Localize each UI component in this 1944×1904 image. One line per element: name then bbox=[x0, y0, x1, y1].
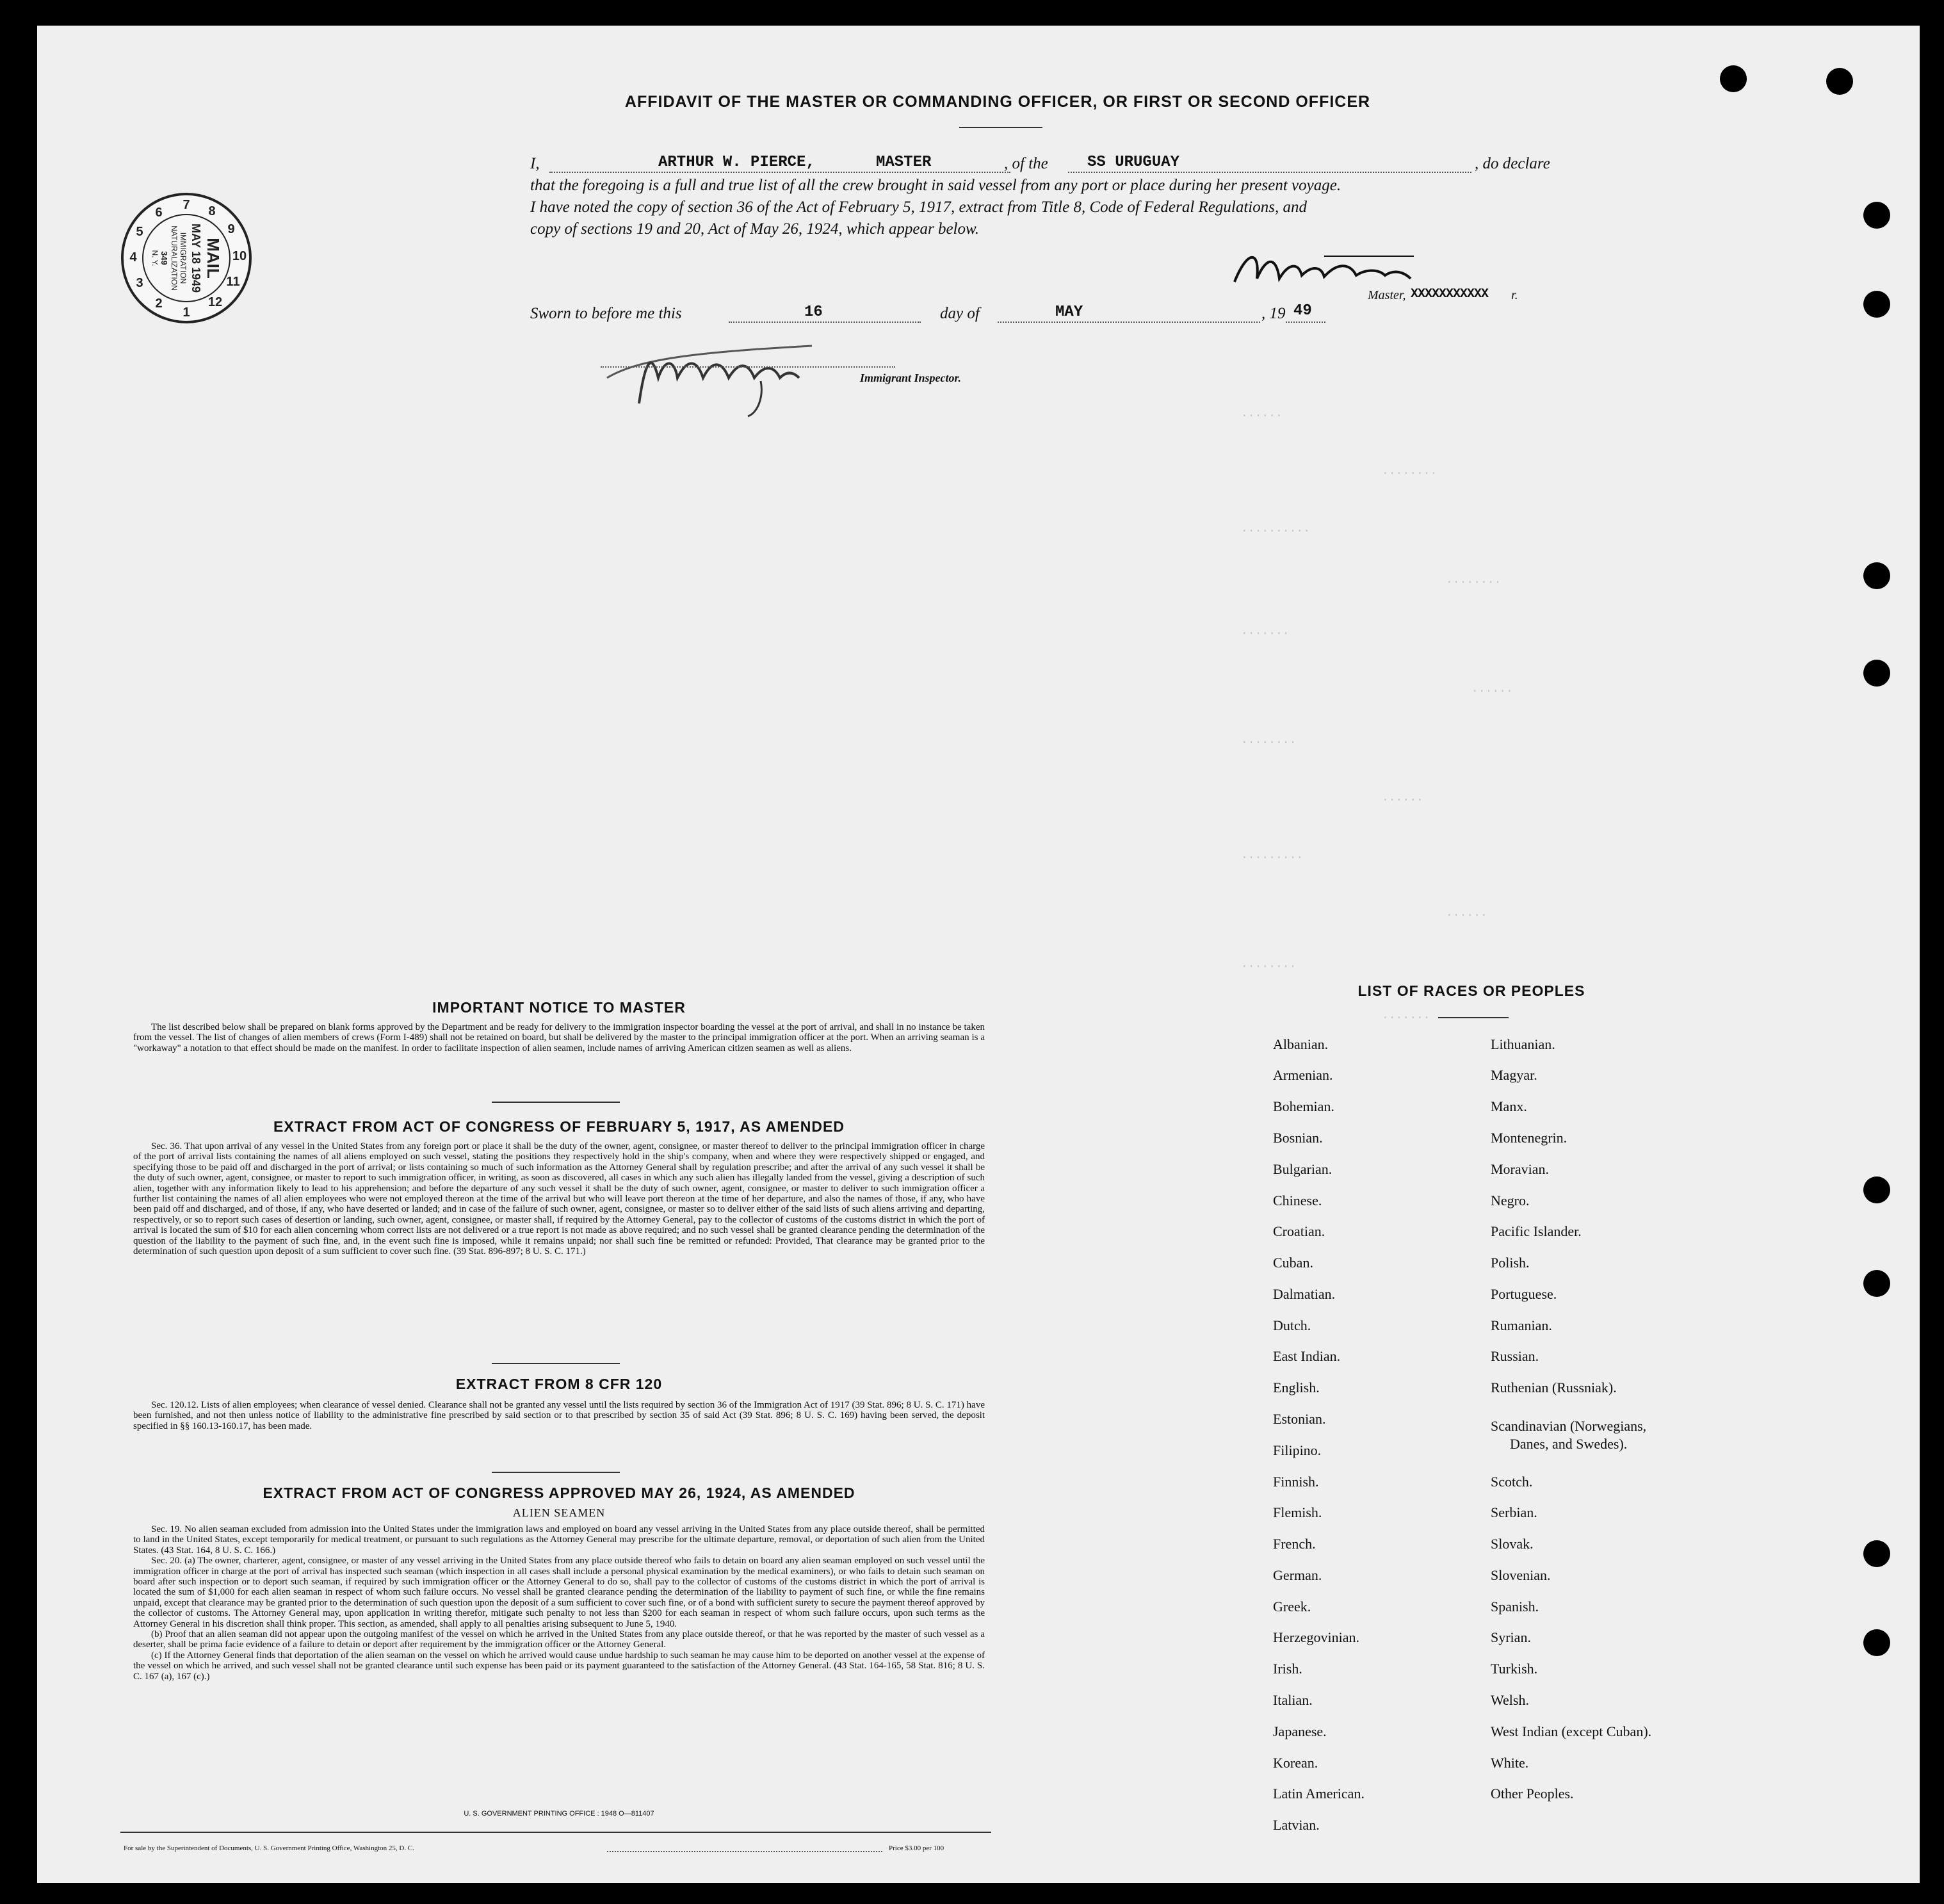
declaration-line: I have noted the copy of section 36 of the Act of February 5, 1917, extract from Title 8, Code of Federal Regulations, and bbox=[530, 199, 1307, 216]
race-item: Cuban. bbox=[1273, 1255, 1313, 1271]
race-item: Dalmatian. bbox=[1273, 1286, 1336, 1302]
stamp-ring-number: 5 bbox=[136, 225, 143, 239]
divider bbox=[492, 1363, 620, 1364]
punch-hole bbox=[1863, 1270, 1890, 1297]
race-item: Serbian. bbox=[1491, 1504, 1537, 1520]
day-of-label: day of bbox=[940, 305, 980, 322]
punch-hole bbox=[1826, 68, 1853, 95]
race-item: Croatian. bbox=[1273, 1223, 1325, 1239]
race-item: Other Peoples. bbox=[1491, 1786, 1574, 1802]
price-notice: Price $3.00 per 100 bbox=[889, 1844, 944, 1852]
race-item: Latin American. bbox=[1273, 1786, 1365, 1802]
punch-hole bbox=[1863, 202, 1890, 229]
race-item: Flemish. bbox=[1273, 1504, 1322, 1520]
divider bbox=[959, 127, 1042, 128]
stamp-ring-number: 2 bbox=[155, 297, 163, 311]
race-item: Slovenian. bbox=[1491, 1567, 1551, 1583]
race-item: Rumanian. bbox=[1491, 1317, 1552, 1333]
extract-cfr-title: EXTRACT FROM 8 CFR 120 bbox=[455, 1376, 663, 1392]
race-item: English. bbox=[1273, 1379, 1320, 1395]
race-item: Turkish. bbox=[1491, 1661, 1538, 1677]
race-item: Greek. bbox=[1273, 1599, 1311, 1615]
section-paragraph: Sec. 20. (a) The owner, charterer, agent, consignee, or master of any vessel arriving in the United States from any place outside thereof who fails to detain on board any alien seaman employed on such vessel until the immigration officer in charge at the port of arrival has inspected such seaman (which inspection in all cases shall include a personal physical examination by the medical examiners), or who fails to detain such seaman on board after such inspection or to deport such seaman, if required by such immigration officer or the Attorney General to do so, shall pay to the collector of customs of the customs district in which the port of arrival is located the sum of $1,000 for each alien seaman in respect of whom such failure occurs. No vessel shall be granted clearance pending the determination of the liability to payment of such fine, or while the fine remains unpaid, except that clearance may be granted prior to the determination of such question upon the deposit of a sum sufficient to cover such fine, or of a bond with sufficient surety to secure the payment thereof approved by the collector of customs. The Attorney General may, upon application in writing therefor, mitigate such penalty to not less than $200 for each seaman in respect of whom such failure occurs, upon such terms as the Attorney General in his discretion shall think proper. This section, as amended, shall apply to all penalties arising subsequent to June 5, 1940. bbox=[133, 1556, 985, 1629]
race-item: Montenegrin. bbox=[1491, 1130, 1567, 1146]
race-item: Italian. bbox=[1273, 1692, 1313, 1708]
race-item: Irish. bbox=[1273, 1661, 1302, 1677]
declaration-line: copy of sections 19 and 20, Act of May 26, 1924, which appear below. bbox=[530, 220, 980, 238]
declaration-line: that the foregoing is a full and true list of all the crew brought in said vessel from any port or place during her present voyage. bbox=[530, 177, 1341, 194]
extract-cfr-body bbox=[133, 1400, 985, 1431]
i-label: I, bbox=[530, 155, 540, 172]
race-item: Chinese. bbox=[1273, 1192, 1322, 1208]
race-item: East Indian. bbox=[1273, 1348, 1341, 1364]
stamp-ring-number: 9 bbox=[227, 222, 235, 236]
gpo-imprint: U. S. GOVERNMENT PRINTING OFFICE : 1948 O—811407 bbox=[464, 1810, 654, 1818]
sale-notice: For sale by the Superintendent of Documents, U. S. Government Printing Office, Washington 25, D. C. bbox=[124, 1844, 414, 1852]
race-item: Lithuanian. bbox=[1491, 1036, 1555, 1052]
section-paragraph: Sec. 36. That upon arrival of any vessel in the United States from any foreign port or place it shall be the duty of the owner, agent, consignee, or master thereof to deliver to the principal immigration officer in charge of the port of arrival lists containing the names of all aliens employed on such vessel, stating the positions they respectively hold in the ship's company, when and where they were respectively shipped or engaged, and specifying those to be paid off and discharged in the port of arrival; or lists containing so much of such information as the Attorney General shall by regulation prescribe; and after the arrival of any such vessel it shall be the duty of such owner, agent, consignee, or master to report to such immigration officer, in writing, as soon as discovered, all cases in which any such alien has illegally landed from the vessel, giving a description of such alien, together with any information likely to lead to his apprehension; and before the departure of any such vessel it shall be the duty of such owner, agent, consignee, or master to deliver to such immigration officer a further list containing the names of all alien employees who were not employed thereon at the time of the arrival but who will leave port thereon at the time of her departure, and also the names of those, if any, who have been paid off and discharged, and of those, if any, who have deserted or landed; and in case of the failure of such owner, agent, consignee, or master so to deliver either of the said lists of such aliens arriving and departing, respectively, or so to report such cases of desertion or landing, such owner, agent, consignee, or master shall, if required by the Attorney General, pay to the collector of customs of the customs district in which the port of arrival is located the sum of $10 for each alien concerning whom correct lists are not delivered or a true report is not made as above required; and no such vessel shall be granted clearance pending the determination of the question of the liability to the payment of such fine, and, in the event such fine is imposed, while it remains unpaid; nor shall such fine be remitted or refunded: Provided, That clearance may be granted prior to the determination of such question upon deposit of a sum sufficient to cover such fine. (39 Stat. 896-897; 8 U. S. C. 171.) bbox=[133, 1141, 985, 1257]
punch-hole bbox=[1863, 1176, 1890, 1203]
race-item: Finnish. bbox=[1273, 1474, 1319, 1490]
punch-hole bbox=[1863, 1540, 1890, 1567]
stamp-ring-number: 11 bbox=[226, 275, 240, 289]
immigration-date-stamp bbox=[119, 191, 254, 325]
month-field-line bbox=[998, 321, 1260, 323]
struck-suffix: r. bbox=[1511, 288, 1518, 302]
race-item: Filipino. bbox=[1273, 1442, 1322, 1458]
stamp-ring-number: 6 bbox=[155, 206, 163, 220]
race-item: Russian. bbox=[1491, 1348, 1539, 1364]
race-item: Albanian. bbox=[1273, 1036, 1329, 1052]
race-item: Syrian. bbox=[1491, 1629, 1531, 1645]
extract-1917-title: EXTRACT FROM ACT OF CONGRESS OF FEBRUARY 5, 1917, AS AMENDED bbox=[273, 1118, 845, 1135]
race-item: Herzegovinian. bbox=[1273, 1629, 1359, 1645]
section-paragraph: (c) If the Attorney General finds that deportation of the alien seaman on the vessel on which he arrived would cause undue hardship to such seaman he may cause him to be deported on another vessel at the expense of the vessel on which he arrived, and such vessel shall not be granted clearance until such expense has been paid or its payment guaranteed to the satisfaction of the Attorney General. (43 Stat. 164-165, 58 Stat. 816; 8 U. S. C. 167 (a), 167 (c).) bbox=[133, 1650, 985, 1682]
punch-hole bbox=[1720, 65, 1747, 92]
race-item: West Indian (except Cuban). bbox=[1491, 1723, 1652, 1739]
affidavit-title: AFFIDAVIT OF THE MASTER OR COMMANDING OFFICER, OR FIRST OR SECOND OFFICER bbox=[624, 93, 1371, 111]
race-item: White. bbox=[1491, 1755, 1529, 1771]
stamp-ring-number: 10 bbox=[232, 249, 247, 263]
race-item: French. bbox=[1273, 1536, 1316, 1552]
race-item: Armenian. bbox=[1273, 1067, 1333, 1083]
stamp-line: NATURALIZATION bbox=[170, 225, 179, 291]
race-item: Korean. bbox=[1273, 1755, 1318, 1771]
race-item: Spanish. bbox=[1491, 1599, 1539, 1615]
race-item: Japanese. bbox=[1273, 1723, 1327, 1739]
section-paragraph: Sec. 19. No alien seaman excluded from admission into the United States under the immigration laws and employed on board any vessel arriving in the United States from any place outside thereof, shall be permitted to land in the United States, except temporarily for medical treatment, or pursuant to such regulations as the Attorney General may prescribe for the ultimate departure, removal, or deportation of such alien from the United States. (43 Stat. 164, 8 U. S. C. 166.) bbox=[133, 1524, 985, 1556]
race-item: Magyar. bbox=[1491, 1067, 1537, 1083]
race-item: Scotch. bbox=[1491, 1474, 1533, 1490]
race-item: Welsh. bbox=[1491, 1692, 1529, 1708]
race-item: Scandinavian (Norwegians, bbox=[1491, 1418, 1647, 1434]
divider bbox=[492, 1472, 620, 1473]
race-item: Moravian. bbox=[1491, 1161, 1550, 1177]
punch-hole bbox=[1863, 660, 1890, 687]
sworn-year: 49 bbox=[1293, 302, 1312, 320]
master-name: ARTHUR W. PIERCE, bbox=[658, 154, 815, 171]
stamp-ring-number: 7 bbox=[182, 198, 190, 212]
struck-out-text: XXXXXXXXXXX bbox=[1411, 287, 1489, 302]
stamp-number: 349 bbox=[159, 251, 169, 265]
race-item: Ruthenian (Russniak). bbox=[1491, 1379, 1617, 1395]
divider bbox=[492, 1102, 620, 1103]
master-sig-label: Master, bbox=[1368, 288, 1406, 302]
races-title: LIST OF RACES OR PEOPLES bbox=[1357, 982, 1585, 999]
extract-1924-body bbox=[133, 1524, 985, 1682]
notice-paragraph: The list described below shall be prepared on blank forms approved by the Department and be ready for delivery to the immigration inspector boarding the vessel at the port of arrival, and shall in no instance be taken from the vessel. The list of changes of alien members of crews (Form I-489) shall not be retained on board, but shall be delivered by the master to the principal immigration officer at the port. When an arriving seaman is a "workaway" a notation to that effect should be made on the manifest. In order to facilitate inspection of alien seamen, include names of arriving American citizen seamen as well as aliens. bbox=[133, 1022, 985, 1054]
stamp-line: IMMIGRATION bbox=[179, 232, 188, 284]
race-item: Bulgarian. bbox=[1273, 1161, 1332, 1177]
divider bbox=[1438, 1017, 1509, 1018]
race-item: Danes, and Swedes). bbox=[1510, 1436, 1628, 1452]
notice-body bbox=[133, 1022, 985, 1054]
section-paragraph: Sec. 120.12. Lists of alien employees; when clearance of vessel denied. Clearance shall not be granted any vessel until the lists required by section 36 of the Immigration Act of 1917 (39 Stat. 896; 8 U. S. C. 171) have been furnished, and not then unless notice of liability to the administrative fine prescribed by said section or to that prescribed by section 35 of said Act (39 Stat. 896; 8 U. S. C. 169) having been served, the deposit specified in §§ 160.13-160.17, has been made. bbox=[133, 1400, 985, 1431]
inspector-label: Immigrant Inspector. bbox=[860, 371, 962, 384]
punch-hole bbox=[1863, 562, 1890, 589]
sworn-day: 16 bbox=[804, 304, 823, 321]
name-field-line bbox=[549, 172, 1010, 173]
race-item: Negro. bbox=[1491, 1192, 1530, 1208]
race-item: Portuguese. bbox=[1491, 1286, 1557, 1302]
inspector-signature bbox=[601, 333, 831, 423]
race-item: Pacific Islander. bbox=[1491, 1223, 1582, 1239]
punch-hole bbox=[1863, 291, 1890, 318]
extract-1917-body bbox=[133, 1141, 985, 1257]
stamp-ring-number: 3 bbox=[136, 276, 143, 290]
document-page: ······ ········ ·········· ········ ······· ······ ········ ······ ········· ······ ········ ······· 7 8 9 10 11 12 1 2 3 4 5 6 MAIL MAY 18 1949 IMMIGRATION NATURALIZATION 349 N. Y. AFFIDAVIT OF THE MASTER OR COMMANDING OFFICER, OR FIRST OR SECOND OFFICER I, ARTHUR W. PIERCE, MASTER , of the SS URUGUAY , do declare that the foregoing is a full and true list of all the crew brought in said vessel from any port or place during her present voyage. I have noted the copy of section 36 of the Act of February 5, 1917, extract from Title 8, Code of Federal Regulations, and copy of sections 19 and 20, Act of May 26, 1924, which appear below. Master, XXXXXXXXXXX r. Sworn to before me this 16 day of MAY , 19 49 Immigrant Inspector. IMPORTANT NOTICE TO MASTER The list described below shall be prepared on blank forms approved by the Department and be ready for delivery to the immigration inspector boarding the vessel at the port of arrival, and shall in no instance be taken from the vessel. The list of changes of alien members of crews (Form I-489) shall not be retained on board, but shall be delivered by the master to the principal immigration officer at the port. When an arriving seaman is a "workaway" a notation to that effect should be made on the manifest. In order to facilitate inspection of alien seamen, include names of arriving American citizen seamen as well as aliens. EXTRACT FROM ACT OF CONGRESS OF FEBRUARY 5, 1917, AS AMENDED Sec. 36. That upon arrival of any vessel in the United States from any foreign port or place it shall be the duty of the owner, agent, consignee, or master thereof to deliver to the principal immigration officer in charge of the port of arrival lists containing the names of all aliens employed on such vessel, stating the positions they respectively hold in the ship's company, when and where they were respectively shipped or engaged, and specifying those to be paid off and discharged in the port of arrival; or lists containing so much of such information as the Attorney General shall by regulation prescribe; and after the arrival of any such vessel it shall be the duty of such owner, agent, consignee, or master to report to such immigration officer, in writing, as soon as discovered, all cases in which any such alien has illegally landed from the vessel, giving a description of such alien, together with any information likely to lead to his apprehension; and before the departure of any such vessel it shall be the duty of such owner, agent, consignee, or master to deliver to such immigration officer a further list containing the names of all alien employees who were not employed thereon at the time of the arrival but who will leave port thereon at the time of her departure, and also the names of those, if any, who have been paid off and discharged, and of those, if any, who have deserted or landed; and in case of the failure of such owner, agent, consignee, or master so to deliver either of the said lists of such aliens arriving and departing, respectively, or so to report such cases of desertion or landing, such owner, agent, consignee, or master shall, if required by the Attorney General, pay to the collector of customs of the customs district in which the port of arrival is located the sum of $10 for each alien concerning whom correct lists are not delivered or a true report is not made as above required; and no such vessel shall be granted clearance pending the determination of the question of the liability to the payment of such fine, and, in the event such fine is imposed, while it remains unpaid; nor shall such fine be remitted or refunded: Provided, That clearance may be granted prior to the determination of such question upon deposit of a sum sufficient to cover such fine. (39 Stat. 896-897; 8 U. S. C. 171.) EXTRACT FROM 8 CFR 120 Sec. 120.12. Lists of alien employees; when clearance of vessel denied. Clearance shall not be granted any vessel until the lists required by section 36 of the Immigration Act of 1917 (39 Stat. 896; 8 U. S. C. 171) have been furnished, and not then unless notice of liability to the administrative fine prescribed by said section or to that prescribed by section 35 of said Act (39 Stat. 896; 8 U. S. C. 169) having been served, the deposit specified in §§ 160.13-160.17, has been made. EXTRACT FROM ACT OF CONGRESS APPROVED MAY 26, 1924, AS AMENDED ALIEN SEAMEN Sec. 19. No alien seaman excluded from admission into the United States under the immigration laws and employed on board any vessel arriving in the United States from any place outside thereof, shall be permitted to land in the United States, except temporarily for medical treatment, or pursuant to such regulations as the Attorney General may prescribe for the ultimate departure, removal, or deportation of such alien from the United States. (43 Stat. 164, 8 U. S. C. 166.) Sec. 20. (a) The owner, charterer, agent, consignee, or master of any vessel arriving in the United States from any place outside thereof who fails to detain on board any alien seaman employed on such vessel until the immigration officer in charge at the port of arrival has inspected such seaman (which inspection in all cases shall include a personal physical examination by the medical examiners), or who fails to detain such seaman on board after such inspection or to deport such seaman, if required by such immigration officer or the Attorney General to do so, shall pay to the collector of customs of the customs district in which the port of arrival is located the sum of $1,000 for each alien seaman in respect of whom such failure occurs. No vessel shall be granted clearance pending the determination of the liability to payment of such fine, or while the fine remains unpaid, except that clearance may be granted prior to the determination of such question upon the deposit of a sum sufficient to cover such fine, or of a bond with sufficient surety to secure the payment thereof approved by the collector of customs. The Attorney General may, upon application in writing therefor, mitigate such penalty to not less than $200 for each seaman in respect of whom such failure occurs, upon such terms as the Attorney General in his discretion shall think proper. This section, as amended, shall apply to all penalties arising subsequent to June 5, 1940. (b) Proof that an alien seaman did not appear upon the outgoing manifest of the vessel on which he arrived in the United States from any place outside thereof, or that he was reported by the master of such vessel as a deserter, shall be prima facie evidence of a failure to detain or deport after requirement by the immigration officer or the Attorney General. (c) If the Attorney General finds that deportation of the alien seaman on the vessel on which he arrived would cause undue hardship to such seaman he may cause him to be deported on another vessel at the expense of the vessel on which he arrived, and such vessel shall not be granted clearance until such expense has been paid or its payment guaranteed to the satisfaction of the Attorney General. (43 Stat. 164-165, 58 Stat. 816; 8 U. S. C. 167 (a), 167 (c).) U. S. GOVERNMENT PRINTING OFFICE : 1948 O—811407 For sale by the Superintendent of Documents, U. S. Government Printing Office, Washington 25, D. C. Price $3.00 per 100 LIST OF RACES OR PEOPLES Albanian. Armenian. Bohemian. Bosnian. Bulgarian. Chinese. Croatian. Cuban. Dalmatian. Dutch. East Indian. English. Estonian. Filipino. Finnish. Flemish. French. German. Greek. Herzegovinian. Irish. Italian. Japanese. Korean. Latin American. Latvian. Lithuanian. Magyar. Manx. Montenegrin. Moravian. Negro. Pacific Islander. Polish. Portuguese. Rumanian. Russian. Ruthenian (Russniak). Scandinavian (Norwegians, Danes, and Swedes). Scotch. Serbian. Slovak. Slovenian. Spanish. Syrian. Turkish. Welsh. West Indian (except Cuban). White. Other Peoples. bbox=[37, 26, 1920, 1883]
race-item: German. bbox=[1273, 1567, 1322, 1583]
race-item: Latvian. bbox=[1273, 1817, 1320, 1833]
sworn-label: Sworn to before me this bbox=[530, 305, 682, 322]
race-item: Bosnian. bbox=[1273, 1130, 1323, 1146]
master-rank: MASTER bbox=[876, 154, 932, 171]
stamp-ring-number: 12 bbox=[207, 295, 223, 309]
vessel-field-line bbox=[1068, 172, 1471, 173]
declare-label: , do declare bbox=[1475, 155, 1550, 172]
footer-rule bbox=[120, 1832, 991, 1833]
stamp-line: N. Y. bbox=[150, 250, 159, 266]
year-field-line bbox=[1286, 321, 1325, 323]
sworn-month: MAY bbox=[1055, 304, 1083, 321]
stamp-word: MAIL bbox=[204, 238, 223, 279]
section-paragraph: (b) Proof that an alien seaman did not appear upon the outgoing manifest of the vessel on which he arrived in the United States from any place outside thereof, or that he was reported by the master of such vessel as a deserter, shall be prima facie evidence of a failure to detain or deport after requirement by the immigration officer or the Attorney General. bbox=[133, 1629, 985, 1650]
notice-title: IMPORTANT NOTICE TO MASTER bbox=[432, 999, 686, 1016]
stamp-ring-number: 1 bbox=[182, 305, 190, 320]
year-prefix: , 19 bbox=[1261, 305, 1286, 322]
race-item: Slovak. bbox=[1491, 1536, 1534, 1552]
race-item: Estonian. bbox=[1273, 1411, 1326, 1427]
race-item: Manx. bbox=[1491, 1098, 1527, 1114]
day-field-line bbox=[729, 321, 921, 323]
extract-1924-title: EXTRACT FROM ACT OF CONGRESS APPROVED MAY 26, 1924, AS AMENDED bbox=[263, 1485, 855, 1501]
vessel-name: SS URUGUAY bbox=[1087, 154, 1180, 171]
stamp-ring-number: 4 bbox=[129, 250, 137, 264]
extract-1924-subtitle: ALIEN SEAMEN bbox=[512, 1506, 606, 1519]
punch-hole bbox=[1863, 1629, 1890, 1656]
race-item: Polish. bbox=[1491, 1255, 1530, 1271]
footer-leader bbox=[607, 1851, 882, 1852]
inspector-field-line bbox=[601, 366, 895, 368]
stamp-date: MAY 18 1949 bbox=[190, 223, 202, 293]
race-item: Dutch. bbox=[1273, 1317, 1311, 1333]
race-item: Bohemian. bbox=[1273, 1098, 1334, 1114]
of-the-label: , of the bbox=[1004, 155, 1048, 172]
stamp-ring-number: 8 bbox=[208, 204, 216, 218]
